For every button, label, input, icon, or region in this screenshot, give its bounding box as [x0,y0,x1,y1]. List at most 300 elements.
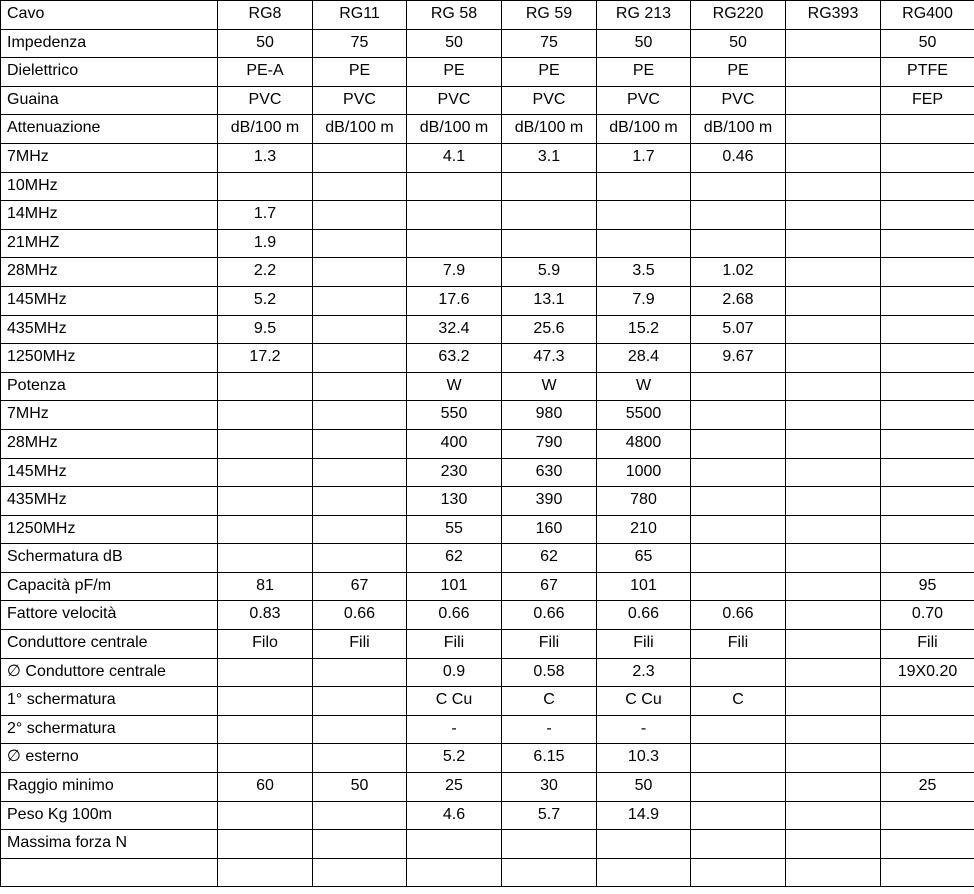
table-cell: PVC [691,86,786,115]
table-cell [313,858,407,887]
table-cell: 13.1 [502,286,597,315]
table-row [1,344,974,373]
table-cell [691,773,786,802]
header-cell: RG8 [218,1,313,30]
table-cell: 980 [502,401,597,430]
table-cell [881,744,974,773]
row-label-cell: Dielettrico [1,58,218,87]
table-cell: 0.9 [407,658,502,687]
table-cell [881,801,974,830]
table-cell [502,858,597,887]
table-cell: Filo [218,630,313,659]
table-row [1,773,974,802]
table-cell: 1.02 [691,258,786,287]
table-cell [597,229,691,258]
table-cell [786,429,881,458]
table-cell [313,744,407,773]
table-cell [691,401,786,430]
table-cell: 67 [502,572,597,601]
table-cell: PE-A [218,58,313,87]
table-cell: 0.66 [313,601,407,630]
table-cell [786,458,881,487]
table-row [1,201,974,230]
row-label-cell: Raggio minimo [1,773,218,802]
row-label-cell: 2° schermatura [1,715,218,744]
table-cell [313,172,407,201]
header-cell: RG11 [313,1,407,30]
table-cell: 5.7 [502,801,597,830]
table-cell [597,201,691,230]
table-cell: 7.9 [407,258,502,287]
row-label-cell: 1° schermatura [1,687,218,716]
table-cell [597,830,691,859]
row-label-cell: 1250MHz [1,344,218,373]
table-cell [786,630,881,659]
table-cell [786,687,881,716]
table-cell [313,830,407,859]
table-cell [313,715,407,744]
table-cell [218,372,313,401]
table-cell: 130 [407,487,502,516]
table-row [1,143,974,172]
table-cell [786,658,881,687]
table-cell: 81 [218,572,313,601]
table-cell: 400 [407,429,502,458]
table-cell [786,286,881,315]
row-label-cell: 7MHz [1,143,218,172]
table-cell: Fili [881,630,974,659]
table-cell: PVC [502,86,597,115]
table-row [1,58,974,87]
table-cell: - [502,715,597,744]
table-cell [313,515,407,544]
table-row [1,715,974,744]
table-cell: 1.7 [597,143,691,172]
table-cell: 15.2 [597,315,691,344]
table-cell: 55 [407,515,502,544]
table-cell [881,458,974,487]
table-cell: Fili [597,630,691,659]
table-cell [786,315,881,344]
row-label-cell: Schermatura dB [1,544,218,573]
table-row [1,601,974,630]
table-cell [881,258,974,287]
table-row [1,487,974,516]
table-cell: 5.2 [218,286,313,315]
table-cell: 25 [407,773,502,802]
table-cell [502,229,597,258]
table-cell: 30 [502,773,597,802]
table-cell [786,744,881,773]
table-cell [407,201,502,230]
table-cell [881,715,974,744]
table-cell [691,201,786,230]
table-row [1,458,974,487]
table-cell [218,487,313,516]
table-cell: 32.4 [407,315,502,344]
table-cell [881,429,974,458]
table-cell [786,344,881,373]
table-cell: 0.66 [502,601,597,630]
table-cell: PE [407,58,502,87]
table-cell: 60 [218,773,313,802]
table-cell: Fili [691,630,786,659]
table-row [1,172,974,201]
row-label-cell: ∅ Conduttore centrale [1,658,218,687]
table-cell: dB/100 m [218,115,313,144]
table-cell [313,229,407,258]
table-cell [881,515,974,544]
table-cell [218,429,313,458]
table-cell [881,201,974,230]
table-cell: C Cu [597,687,691,716]
table-cell: Fili [407,630,502,659]
row-label-cell: 1250MHz [1,515,218,544]
table-cell: 790 [502,429,597,458]
table-cell [881,372,974,401]
row-label-cell: ∅ esterno [1,744,218,773]
table-cell [881,830,974,859]
row-label-cell: Conduttore centrale [1,630,218,659]
table-cell: 5.9 [502,258,597,287]
table-cell: 67 [313,572,407,601]
table-cell [218,658,313,687]
table-row [1,229,974,258]
table-cell [407,830,502,859]
table-cell [786,601,881,630]
table-cell [786,801,881,830]
row-label-cell: 145MHz [1,286,218,315]
table-cell: 50 [407,29,502,58]
table-cell [218,172,313,201]
table-cell: 390 [502,487,597,516]
table-cell: 65 [597,544,691,573]
header-cell: RG 59 [502,1,597,30]
header-label-cell: Cavo [1,1,218,30]
table-row [1,115,974,144]
table-cell: 1.3 [218,143,313,172]
table-cell: W [597,372,691,401]
table-cell: 50 [218,29,313,58]
table-cell: W [407,372,502,401]
table-cell: PE [313,58,407,87]
header-cell: RG400 [881,1,974,30]
table-cell: 95 [881,572,974,601]
table-cell: dB/100 m [313,115,407,144]
table-cell [218,830,313,859]
table-cell [313,143,407,172]
table-cell [786,115,881,144]
table-cell: 62 [502,544,597,573]
table-cell [881,229,974,258]
table-cell [881,143,974,172]
table-cell: 25 [881,773,974,802]
table-cell [786,58,881,87]
table-cell [881,858,974,887]
row-label-cell: Massima forza N [1,830,218,859]
table-cell: 1.7 [218,201,313,230]
table-cell: 101 [407,572,502,601]
table-cell: 3.1 [502,143,597,172]
table-cell: 75 [502,29,597,58]
table-cell [691,715,786,744]
table-cell: 28.4 [597,344,691,373]
table-cell [786,201,881,230]
table-cell: 0.66 [597,601,691,630]
table-row [1,687,974,716]
table-cell [597,858,691,887]
table-cell: PE [691,58,786,87]
row-label-cell: 435MHz [1,315,218,344]
table-cell: C Cu [407,687,502,716]
table-cell: 160 [502,515,597,544]
table-cell: 780 [597,487,691,516]
table-cell [313,801,407,830]
table-cell [691,544,786,573]
table-cell: 4.6 [407,801,502,830]
table-cell [691,458,786,487]
table-cell: 4800 [597,429,691,458]
table-cell: C [502,687,597,716]
table-cell: 5500 [597,401,691,430]
table-row [1,630,974,659]
table-cell: 9.67 [691,344,786,373]
table-cell [786,858,881,887]
table-cell: PVC [597,86,691,115]
table-cell [786,29,881,58]
table-cell: 550 [407,401,502,430]
table-cell [502,201,597,230]
table-cell [786,544,881,573]
table-cell [786,773,881,802]
table-cell: 4.1 [407,143,502,172]
table-cell: 0.70 [881,601,974,630]
table-cell [218,544,313,573]
table-row [1,858,974,887]
table-cell [881,315,974,344]
table-cell: 17.6 [407,286,502,315]
table-cell: PE [597,58,691,87]
table-cell [786,572,881,601]
table-cell [786,487,881,516]
table-cell [218,715,313,744]
row-label-cell: 435MHz [1,487,218,516]
table-row [1,86,974,115]
table-cell [691,744,786,773]
table-cell: 2.68 [691,286,786,315]
table-row [1,429,974,458]
table-cell [786,401,881,430]
header-cell: RG 213 [597,1,691,30]
table-cell [313,401,407,430]
table-cell [881,401,974,430]
row-label-cell: 10MHz [1,172,218,201]
table-row [1,830,974,859]
table-cell [218,801,313,830]
table-cell [691,429,786,458]
table-cell: Fili [313,630,407,659]
table-row [1,286,974,315]
table-cell [786,372,881,401]
table-cell [218,515,313,544]
table-cell: FEP [881,86,974,115]
table-cell [786,86,881,115]
table-cell: 25.6 [502,315,597,344]
table-cell: 63.2 [407,344,502,373]
table-cell [881,344,974,373]
table-cell: 0.58 [502,658,597,687]
table-cell [691,515,786,544]
table-cell: 0.46 [691,143,786,172]
table-cell: PVC [313,86,407,115]
table-cell [407,229,502,258]
table-cell: 7.9 [597,286,691,315]
table-cell [313,658,407,687]
table-row [1,258,974,287]
table-cell: W [502,372,597,401]
table-cell [881,172,974,201]
table-cell [218,687,313,716]
table-row [1,315,974,344]
header-cell: RG220 [691,1,786,30]
table-cell [881,687,974,716]
table-cell [313,258,407,287]
row-label-cell: Guaina [1,86,218,115]
table-cell [786,715,881,744]
table-row [1,658,974,687]
table-cell [691,172,786,201]
table-cell: 10.3 [597,744,691,773]
table-cell [313,201,407,230]
table-cell: 1000 [597,458,691,487]
table-row [1,401,974,430]
row-label-cell: Capacità pF/m [1,572,218,601]
table-cell: 50 [691,29,786,58]
table-cell: 2.3 [597,658,691,687]
table-cell: 50 [881,29,974,58]
table-cell: 62 [407,544,502,573]
table-cell [691,658,786,687]
row-label-cell: Potenza [1,372,218,401]
row-label-cell: 21MHZ [1,229,218,258]
table-cell [313,429,407,458]
table-cell [881,544,974,573]
table-cell: 1.9 [218,229,313,258]
table-cell [407,858,502,887]
table-cell [691,372,786,401]
table-cell: dB/100 m [502,115,597,144]
table-cell: 75 [313,29,407,58]
table-cell [597,172,691,201]
table-row [1,801,974,830]
table-cell [786,229,881,258]
table-cell [313,458,407,487]
table-row [1,372,974,401]
table-cell [691,229,786,258]
row-label-cell: Peso Kg 100m [1,801,218,830]
table-cell: 9.5 [218,315,313,344]
table-cell [313,286,407,315]
table-cell [218,744,313,773]
row-label-cell: 145MHz [1,458,218,487]
table-cell: 50 [313,773,407,802]
table-cell: dB/100 m [407,115,502,144]
table-cell: 210 [597,515,691,544]
row-label-cell: 28MHz [1,429,218,458]
table-row [1,544,974,573]
table-cell: 50 [597,29,691,58]
table-cell: 6.15 [502,744,597,773]
table-cell: 5.2 [407,744,502,773]
table-cell: dB/100 m [597,115,691,144]
table-cell: PTFE [881,58,974,87]
table-cell [313,315,407,344]
table-cell [691,801,786,830]
table-cell [313,487,407,516]
table-cell: 630 [502,458,597,487]
row-label-cell [1,858,218,887]
row-label-cell: 7MHz [1,401,218,430]
row-label-cell: 14MHz [1,201,218,230]
table-cell: 230 [407,458,502,487]
table-cell: 47.3 [502,344,597,373]
table-cell: 0.66 [407,601,502,630]
table-row [1,744,974,773]
row-label-cell: Impedenza [1,29,218,58]
table-cell: - [597,715,691,744]
table-cell [881,286,974,315]
table-cell [313,344,407,373]
table-cell: Fili [502,630,597,659]
row-label-cell: Fattore velocità [1,601,218,630]
table-row [1,29,974,58]
table-cell [502,830,597,859]
table-cell [218,458,313,487]
table-cell [218,401,313,430]
header-row [1,1,974,30]
header-cell: RG 58 [407,1,502,30]
table-cell [786,172,881,201]
table-cell [881,115,974,144]
table-cell: 19X0.20 [881,658,974,687]
table-cell: 17.2 [218,344,313,373]
table-cell [502,172,597,201]
table-cell: dB/100 m [691,115,786,144]
table-cell: 101 [597,572,691,601]
table-cell: 50 [597,773,691,802]
table-cell [786,830,881,859]
table-cell: PE [502,58,597,87]
table-cell [881,487,974,516]
table-cell: - [407,715,502,744]
row-label-cell: Attenuazione [1,115,218,144]
table-cell [691,487,786,516]
header-cell: RG393 [786,1,881,30]
table-cell [313,687,407,716]
table-cell: C [691,687,786,716]
table-cell: PVC [407,86,502,115]
table-body [1,1,974,887]
table-cell: 0.66 [691,601,786,630]
table-cell [691,572,786,601]
table-cell: 5.07 [691,315,786,344]
table-cell [313,544,407,573]
table-cell: 0.83 [218,601,313,630]
table-row [1,515,974,544]
table-cell [313,372,407,401]
table-cell [407,172,502,201]
table-cell [218,858,313,887]
